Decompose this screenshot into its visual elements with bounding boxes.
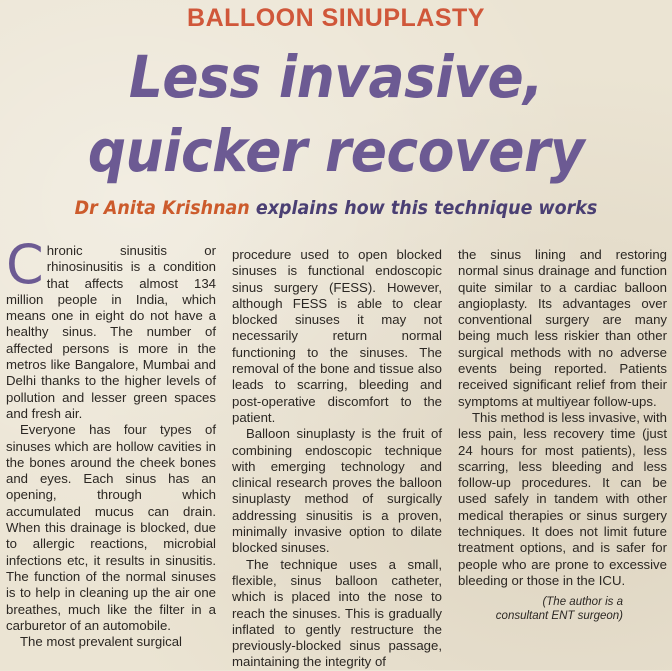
section-kicker: BALLOON SINUPLASTY [187,4,485,32]
author-note-line-1: (The author is a [542,596,623,609]
byline-author: Dr Anita Krishnan [74,197,250,219]
article-paragraph: Everyone has four types of sinuses which are hollow cavities in the bones around the cheek bones and eyes. Each sinus has an opening, through which accumulated mucus can drain. When this drainage is blocked, due to allergic reactions, microbial infections etc, it results in sinusitis. The function of the normal sinuses is to help in cleaning up the air one breathes, much like the filter in a carburetor of an automobile. [6,422,216,633]
paragraph-text: hronic sinusitis or rhinosinusitis is a condition that affects almost 134 million people in India, which means one in eight do not have a healthy sinus. The number of affected persons is more in the metros like Bangalore, Mumbai and Delhi thanks to the higher levels of pollution and lesser green spaces and fresh air. [6,243,216,421]
article-column-2 [232,247,442,671]
drop-cap: C [6,233,44,296]
article-column-3 [458,247,667,623]
article-paragraph: This method is less invasive, with less pain, less recovery time (just 24 hours for most patients), less scarring, less bleeding and less follow-up procedures. It can be used safely in tandem with other medical therapies or sinus surgery techniques. It does not limit future treatment options, and is safer for people who are prone to excessive bleeding or those in the ICU. [458,409,667,588]
article-paragraph [6,233,216,422]
byline [27,197,645,219]
article-paragraph: The technique uses a small, flexible, sinus balloon catheter, which is placed into the nose to reach the sinuses. This is gradually inflated to gently restructure the previously-blocked sinus passage, maintaining the integrity of [232,556,442,670]
byline-description: explains how this technique works [249,197,598,219]
headline-line-2: quicker recovery [87,117,585,185]
headline-line-1: Less invasive, [128,43,544,111]
article-paragraph: The most prevalent surgical [20,634,182,650]
article-paragraph: procedure used to open blocked sinuses is functional endoscopic sinus surgery (FESS). However, although FESS is able to clear blocked sinuses it may not necessarily return normal functioning to the sinuses. The removal of the bone and tissue also leads to scarring, bleeding and post-operative discomfort to the patient. [232,247,442,425]
article-paragraph: the sinus lining and restoring normal sinus drainage and function quite similar to a cardiac balloon angioplasty. Its advantages over conventional surgery are many being much less riskier than other surgical methods with no adverse events being reported. Patients received significant relief from their symptoms at multiyear follow-ups. [458,247,667,409]
article-column-1 [6,233,216,650]
article-paragraph: Balloon sinuplasty is the fruit of combining endoscopic technique with emerging technology and clinical research proves the balloon sinuplasty method of surgically addressing sinusitis is a proven, minimally invasive option to dilate blocked sinuses. [232,426,442,556]
author-note-line-2: consultant ENT surgeon) [495,610,623,623]
author-note [458,595,667,623]
